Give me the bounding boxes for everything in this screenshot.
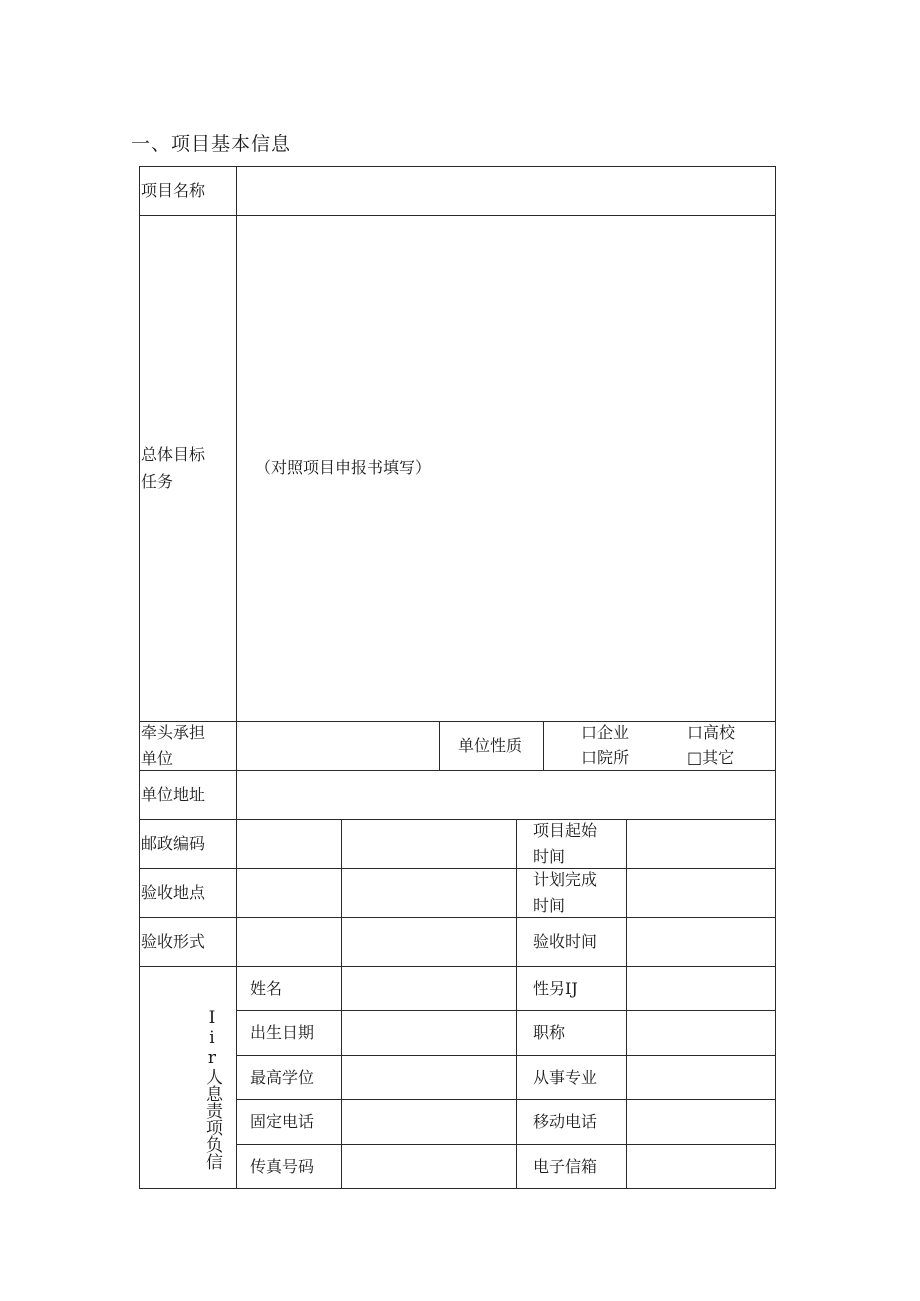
overall-goal-label-line2: 任务 (141, 472, 174, 491)
acceptance-place-extra-field[interactable] (342, 869, 515, 916)
overall-goal-label-line1: 总体目标 (141, 445, 206, 464)
option-other-checkbox[interactable]: □其它 (687, 748, 735, 767)
leader-name-field[interactable] (342, 967, 515, 1009)
lead-unit-field[interactable] (237, 722, 438, 769)
unit-address-field[interactable] (237, 771, 774, 818)
start-time-label-line2: 时间 (533, 847, 566, 866)
start-time-label-line1: 项目起始 (533, 821, 598, 840)
postal-code-field[interactable] (237, 820, 340, 867)
planned-completion-label-line1: 计划完成 (533, 870, 598, 889)
acceptance-time-field[interactable] (627, 918, 774, 965)
acceptance-form-label: 验收形式 (141, 932, 206, 951)
section-title: 一、项目基本信息 (131, 133, 292, 155)
option-university-checkbox[interactable]: 口高校 (687, 723, 736, 742)
overall-goal-hint: （对照项目申报书填写） (255, 458, 432, 477)
unit-address-label: 单位地址 (141, 785, 206, 804)
leader-birthdate-field[interactable] (342, 1011, 515, 1054)
leader-fax-label: 传真号码 (250, 1157, 315, 1176)
acceptance-form-extra-field[interactable] (342, 918, 515, 965)
leader-gender-label: 性另IJ (533, 979, 578, 998)
leader-title-label: 职称 (533, 1023, 566, 1042)
leader-landline-field[interactable] (342, 1100, 515, 1143)
option-enterprise-checkbox[interactable]: 口企业 (581, 723, 630, 742)
acceptance-time-label: 验收时间 (533, 932, 598, 951)
postal-code-extra-field[interactable] (342, 820, 515, 867)
leader-birthdate-label: 出生日期 (250, 1023, 315, 1042)
leader-major-label: 从事专业 (533, 1068, 598, 1087)
leader-email-field[interactable] (627, 1145, 774, 1187)
leader-landline-label: 固定电话 (250, 1112, 315, 1131)
overall-goal-field[interactable] (237, 216, 774, 720)
acceptance-place-label: 验收地点 (141, 883, 206, 902)
leader-degree-field[interactable] (342, 1056, 515, 1098)
leader-title-field[interactable] (627, 1011, 774, 1054)
planned-completion-field[interactable] (627, 869, 774, 916)
lead-unit-label-line2: 单位 (141, 749, 174, 768)
planned-completion-label-line2: 时间 (533, 896, 566, 915)
leader-mobile-field[interactable] (627, 1100, 774, 1143)
option-institute-checkbox[interactable]: 口院所 (581, 748, 630, 767)
acceptance-form-field[interactable] (237, 918, 340, 965)
project-name-label: 项目名称 (141, 181, 206, 200)
start-time-field[interactable] (627, 820, 774, 867)
unit-nature-label: 单位性质 (458, 736, 523, 755)
leader-gender-field[interactable] (627, 967, 774, 1009)
lead-unit-label-line1: 牵头承担 (141, 723, 206, 742)
project-name-field[interactable] (237, 167, 774, 214)
postal-code-label: 邮政编码 (141, 834, 206, 853)
leader-degree-label: 最高学位 (250, 1068, 315, 1087)
leader-major-field[interactable] (627, 1056, 774, 1098)
acceptance-place-field[interactable] (237, 869, 340, 916)
leader-mobile-label: 移动电话 (533, 1112, 598, 1131)
leader-name-label: 姓名 (250, 979, 283, 998)
leader-email-label: 电子信箱 (533, 1157, 598, 1176)
leader-fax-field[interactable] (342, 1145, 515, 1187)
leader-info-side-label: Iir人息责项负信 (202, 1008, 222, 1170)
